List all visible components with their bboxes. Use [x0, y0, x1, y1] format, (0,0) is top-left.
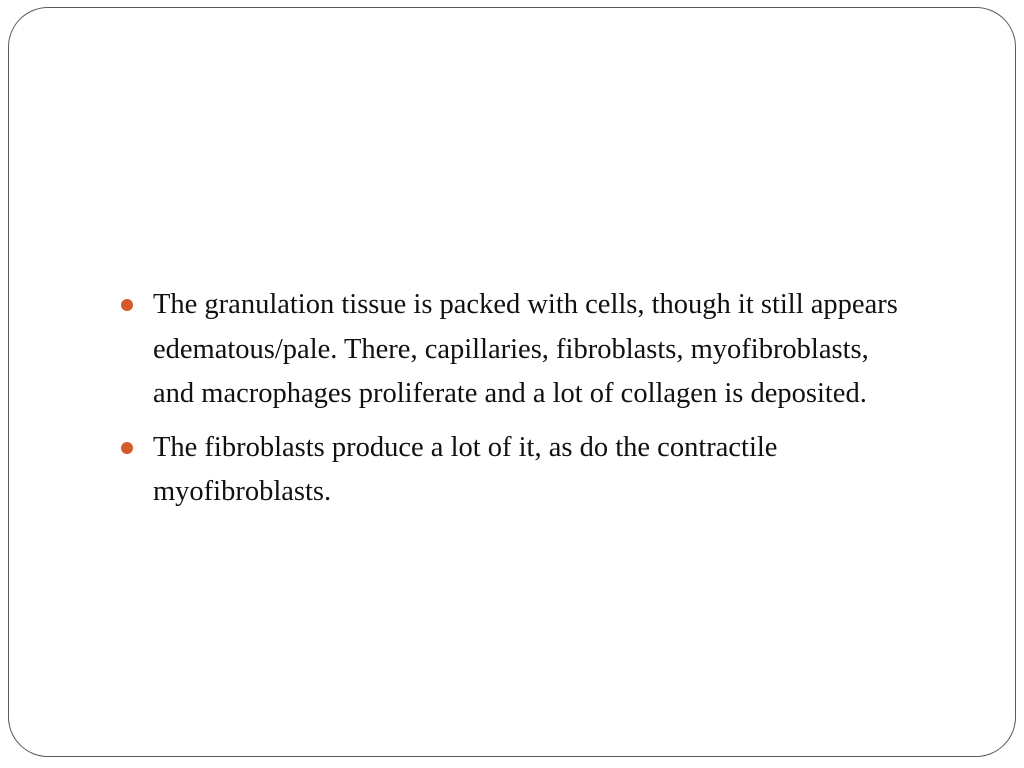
bullet-list	[115, 283, 915, 524]
bullet-text: The granulation tissue is packed with cells, though it still appears edematous/pale. There, capillaries, fibroblasts, myofibroblasts, and macrophages proliferate and a lot of collagen is deposited.	[153, 289, 898, 409]
bullet-text: The fibroblasts produce a lot of it, as do the contractile myofibroblasts.	[153, 431, 778, 507]
slide-frame	[8, 7, 1016, 757]
bullet-item	[115, 283, 915, 417]
bullet-dot-icon	[121, 442, 133, 454]
bullet-dot-icon	[121, 299, 133, 311]
bullet-item	[115, 426, 915, 515]
